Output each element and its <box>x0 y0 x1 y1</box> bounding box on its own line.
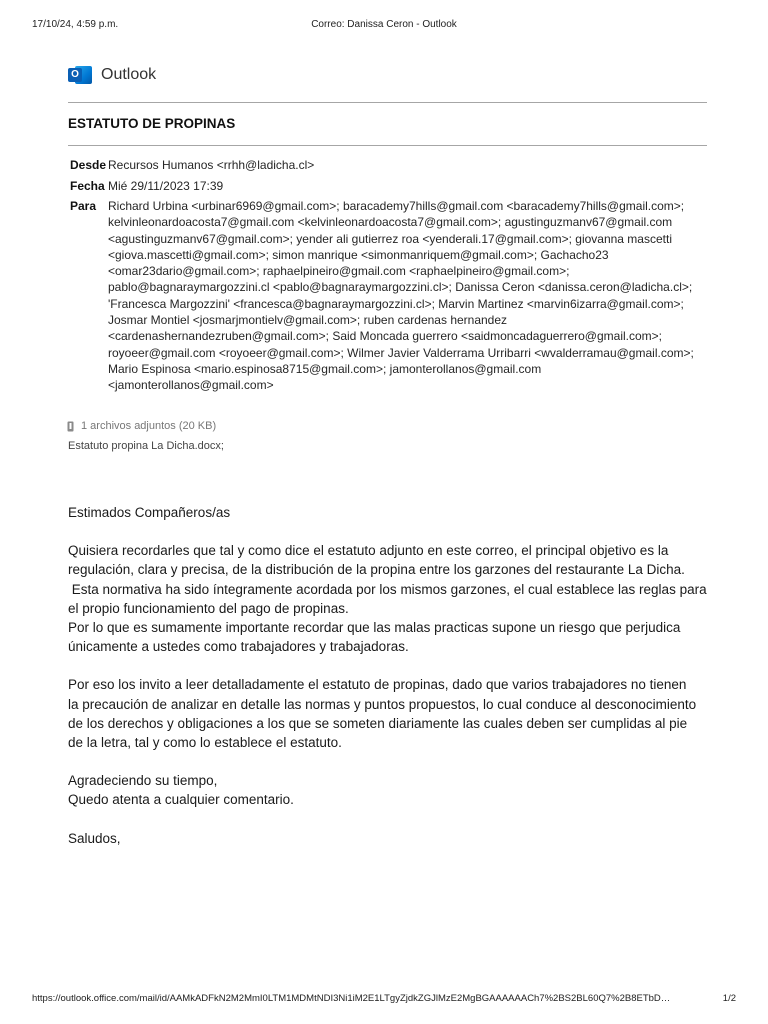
paperclip-icon <box>67 421 74 432</box>
recipients-line: <omar23dario@gmail.com>; raphaelpineiro@gmail.com <raphaelpineiro@gmail.com>; <box>108 264 570 279</box>
attachment-file-link[interactable]: Estatuto propina La Dicha.docx; <box>68 440 224 452</box>
body-line: la precaución de analizar en detalle las normas y puntos propuestos, lo cual conduce al desconocimiento <box>68 696 697 712</box>
print-datetime: 17/10/24, 4:59 p.m. <box>32 19 119 30</box>
recipients-line: Josmar Montiel <josmarjmontielv@gmail.com>; ruben cardenas hernandez <box>108 313 508 328</box>
closing-line: Agradeciendo su tiempo, <box>68 773 218 789</box>
recipients-line: <cardenashernandezruben@gmail.com>; Said Moncada guerrero <saidmoncadaguerrero@gmail.com>; <box>108 329 663 344</box>
page-url: https://outlook.office.com/mail/id/AAMkADFkN2M2MmI0LTM1MDMtNDI3Ni1iM2E1LTgyZjdkZGJlMzE2MgBGAAAAAACh7%2BS2BL60Q7%2B8ETbD… <box>32 993 671 1004</box>
from-value: Recursos Humanos <rrhh@ladicha.cl> <box>108 158 315 172</box>
recipients-line: kelvinleonardoacosta7@gmail.com <kelvinleonardoacosta7@gmail.com>; agustinguzmanv67@gmail.com <box>108 215 673 230</box>
recipients-line: Mario Espinosa <mario.espinosa8715@gmail.com>; jamonterollanos@gmail.com <box>108 361 542 376</box>
divider <box>68 102 707 103</box>
recipients-line: Richard Urbina <urbinar6969@gmail.com>; baracademy7hills@gmail.com <baracademy7hills@gmail.com>; <box>108 199 685 213</box>
recipients-line: <agustinguzmanv67@gmail.com>; yender ali gutierrez roa <yenderali.17@gmail.com>; giovanna mascetti <box>108 231 672 246</box>
from-label: Desde <box>70 158 107 172</box>
body-paragraph <box>68 675 718 752</box>
date-label: Fecha <box>70 179 105 193</box>
print-footer <box>32 993 736 1007</box>
closing-line: Quedo atenta a cualquier comentario. <box>68 792 294 808</box>
body-line: Quisiera recordarles que tal y como dice el estatuto adjunto en este correo, el principal objetivo es la <box>68 543 669 559</box>
outlook-logo-icon: O <box>68 63 92 87</box>
recipients-line: 'Francesca Margozzini' <francesca@bagnaraymargozzini.cl>; Marvin Martinez <marvin6izarra@gmail.com>; <box>108 296 684 311</box>
print-page-title: Correo: Danissa Ceron - Outlook <box>311 19 457 30</box>
closing <box>68 771 718 809</box>
to-label: Para <box>70 199 97 213</box>
email-subject: ESTATUTO DE PROPINAS <box>68 116 236 131</box>
outlook-brand <box>68 62 156 88</box>
body-line: de la letra, tal y como lo establece el estatuto. <box>68 735 342 751</box>
attachments-count: 1 archivos adjuntos (20 KB) <box>81 420 217 432</box>
body-line: únicamente a ustedes como trabajadores y trabajadoras. <box>68 639 409 655</box>
attachments-summary[interactable] <box>67 420 216 432</box>
body-line: regulación, clara y precisa, de la distribución de la propina entre los garzones del restaurante La Dicha. <box>68 562 685 578</box>
body-line: Por eso los invito a leer detalladamente el estatuto de propinas, dado que varios trabajadores no tienen <box>68 677 687 693</box>
app-name: Outlook <box>101 66 157 83</box>
print-header <box>32 19 736 33</box>
body-line: Por lo que es sumamente importante recordar que las malas practicas supone un riesgo que perjudica <box>68 620 681 636</box>
page-number: 1/2 <box>722 993 736 1004</box>
body-paragraph <box>68 541 718 656</box>
greeting: Estimados Compañeros/as <box>68 505 231 520</box>
signoff: Saludos, <box>68 830 121 846</box>
date-value: Mié 29/11/2023 17:39 <box>108 179 224 193</box>
from-row <box>70 157 710 173</box>
email-body <box>68 503 718 848</box>
recipients-line: <giova.mascetti@gmail.com>; simon manrique <simonmanriquem@gmail.com>; Gachacho23 <box>108 247 609 262</box>
to-row <box>70 198 710 394</box>
recipients-line: <jamonterollanos@gmail.com> <box>108 378 274 393</box>
date-row <box>70 178 710 194</box>
body-line: de los derechos y obligaciones a los que se someten diariamente las cuales deben ser cumplidas al pie <box>68 715 688 731</box>
recipients-line: royoeer@gmail.com <royoeer@gmail.com>; Wilmer Javier Valderrama Urribarri <wvalderramau@gmail.com>; <box>108 345 694 360</box>
body-line: el propio funcionamiento del pago de propinas. <box>68 600 349 616</box>
recipients-line: pablo@bagnaraymargozzini.cl <pablo@bagnaraymargozzini.cl>; Danissa Ceron <danissa.ceron@ladicha.cl>; <box>108 280 693 295</box>
divider <box>68 145 707 146</box>
recipients-list <box>108 198 710 394</box>
body-line: Esta normativa ha sido íntegramente acordada por los mismos garzones, el cual establece las reglas para <box>68 581 707 597</box>
